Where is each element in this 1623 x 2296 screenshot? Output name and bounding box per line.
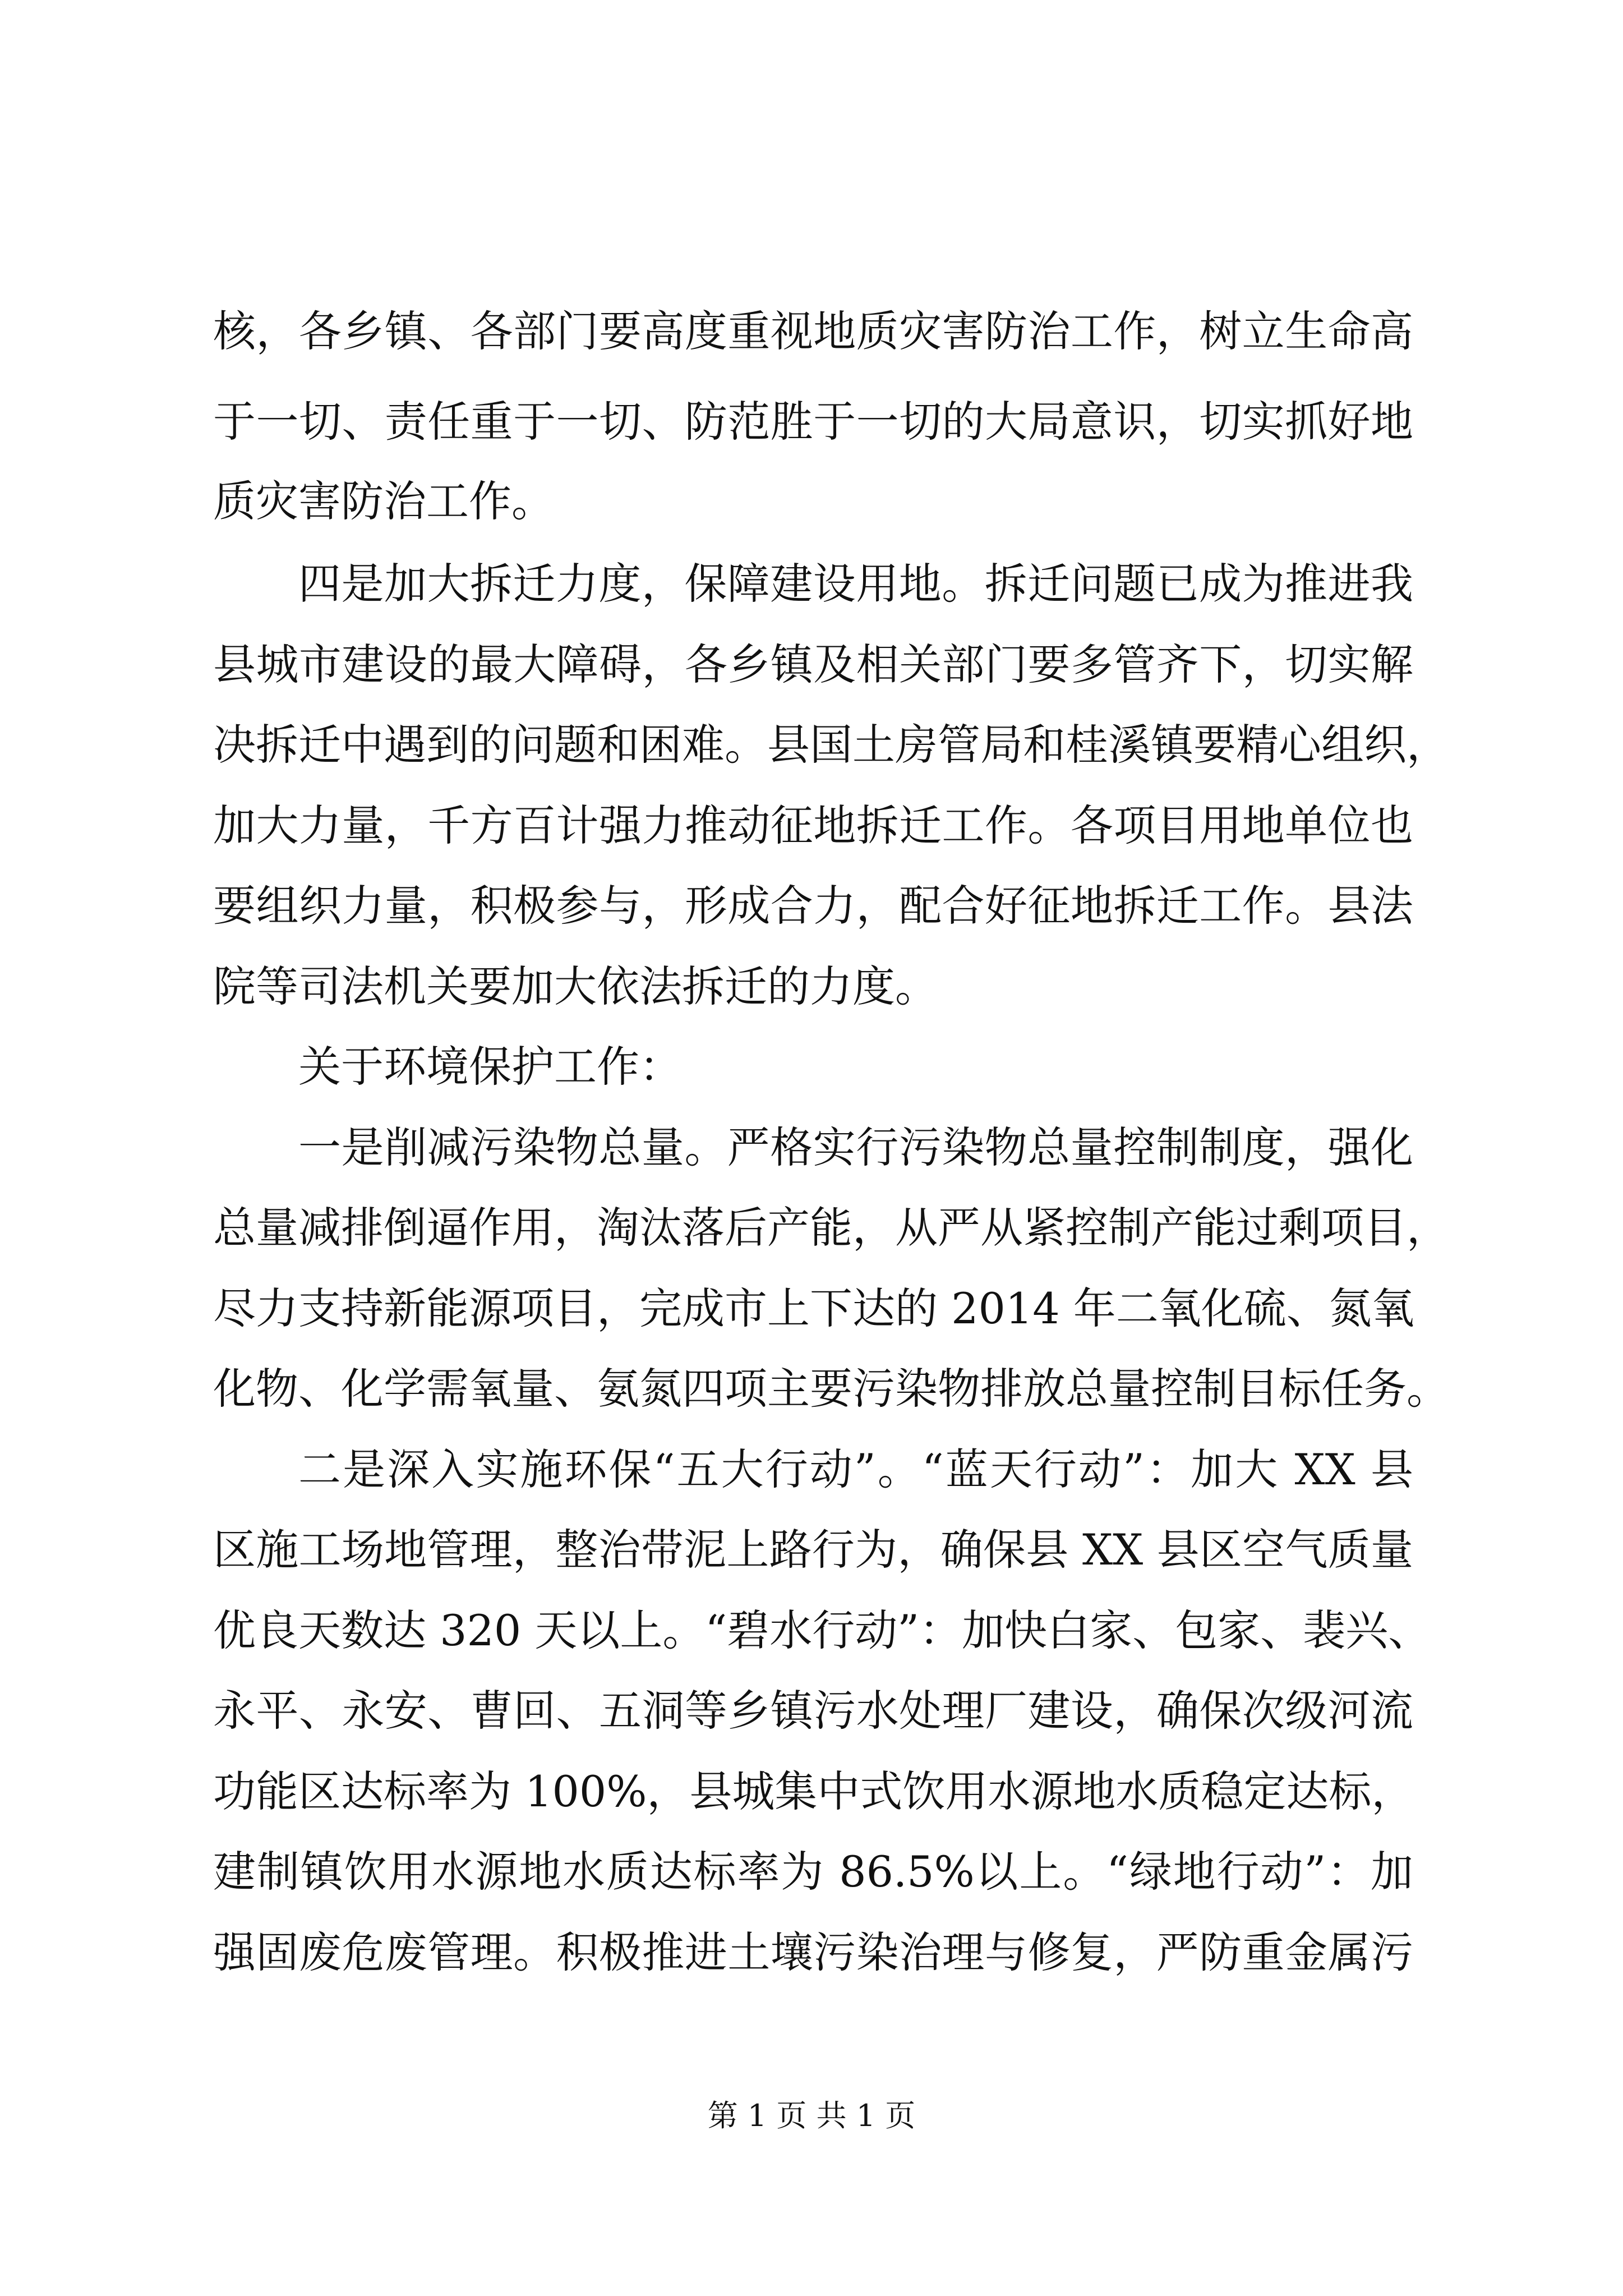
text-line: 于一切、责任重于一切、防范胜于一切的大局意识，切实抓好地 [213,397,1413,447]
paragraph-first-line: 四是加大拆迁力度，保障建设用地。拆迁问题已成为推进我 [298,559,1413,609]
text-line: 院等司法机关要加大依法拆迁的力度。 [213,961,938,1011]
page-number-footer: 第 1 页 共 1 页 [707,2098,916,2133]
text-line: 总量减排倒逼作用，淘汰落后产能，从严从紧控制产能过剩项目， [213,1203,1449,1253]
text-line: 永平、永安、曹回、五洞等乡镇污水处理厂建设，确保次级河流 [213,1686,1413,1736]
text-line: 加大力量，千方百计强力推动征地拆迁工作。各项目用地单位也 [213,800,1413,850]
text-line: 尽力支持新能源项目，完成市上下达的 2014 年二氧化硫、氮氧 [213,1283,1414,1333]
text-line: 强固废危废管理。积极推进土壤污染治理与修复，严防重金属污 [213,1927,1413,1977]
text-line: 功能区达标率为 100%，县城集中式饮用水源地水质稳定达标， [213,1766,1414,1816]
text-line: 县城市建设的最大障碍，各乡镇及相关部门要多管齐下，切实解 [213,639,1413,689]
text-line: 区施工场地管理，整治带泥上路行为，确保县 XX 县区空气质量 [213,1525,1413,1575]
paragraph-first-line: 一是削减污染物总量。严格实行污染物总量控制制度，强化 [298,1122,1413,1172]
text-line: 建制镇饮用水源地水质达标率为 86.5%以上。“绿地行动”：加 [213,1847,1413,1897]
text-line: 化物、化学需氧量、氨氮四项主要污染物排放总量控制目标任务。 [213,1364,1449,1414]
paragraph-first-line: 二是深入实施环保“五大行动”。“蓝天行动”：加大 XX 县 [298,1444,1413,1494]
text-line: 优良天数达 320 天以上。“碧水行动”：加快白家、包家、裴兴、 [213,1605,1431,1655]
text-line: 质灾害防治工作。 [213,476,554,526]
text-line: 决拆迁中遇到的问题和困难。县国土房管局和桂溪镇要精心组织， [213,720,1449,770]
text-line: 要组织力量，积极参与，形成合力，配合好征地拆迁工作。县法 [213,881,1413,931]
text-line: 核，各乡镇、各部门要高度重视地质灾害防治工作，树立生命高 [213,306,1413,356]
section-heading: 关于环境保护工作： [298,1042,682,1092]
